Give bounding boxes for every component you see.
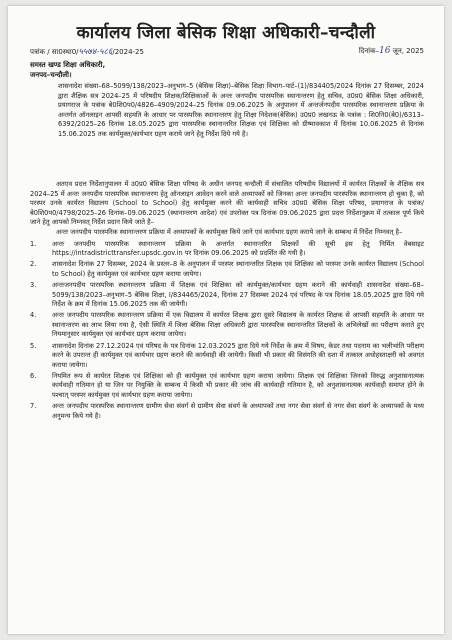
list-item — [30, 342, 424, 371]
item-number: 1. — [30, 239, 37, 248]
subject-paragraph: शासनादेश संख्या–68–5099/138/2023–अनुभाग–5 (बेसिक शिक्षा)–बेसिक शिक्षा विभाग–पार्ट–(1)/834405/2024 दिनांक 27 दिसम्बर, 2024 द्वारा शैक्षिक सत्र 2024–25 में परिषदीय शिक्षक/शिक्षिकाओं के अन्तः जनपदीय पारस्परिक स्थानान्तरण हेतु सचिव, उ0प्र0 बेसिक शिक्षा अधिकारी, प्रयागराज के पत्रांक बे0शि0प0/4826–4909/2024–25 दिनांक 09.06.2025 के अनुपालन में अन्तर्जनपदीय पारस्परिक स्थानान्तरण प्रक्रिया के अन्तर्गत ऑनलाइन आपसी सहमति के आधार पर पारस्परिक स्थानान्तरण हेतु शिक्षा निदेशक(बेसिक) उ0प्र0 लखनऊ के पत्रांक : शि0नि0(बे0)/6313–6392/2025–26 दिनांक 18.05.2025 द्वारा पारस्परिक स्थानान्तरित शिक्षक एवं शिक्षिका को ग्रीष्मावकाश में दिनांक 10.06.2025 से दिनांक 15.06.2025 तक कार्यमुक्त/कार्यभार ग्रहण कराये जाने हेतु निर्देश दिये गये है। — [58, 82, 424, 138]
list-item — [30, 372, 424, 401]
list-item — [30, 402, 424, 421]
letter-meta — [30, 46, 424, 58]
letter-body — [30, 180, 424, 423]
letter-page — [8, 6, 444, 634]
list-item — [30, 311, 424, 340]
list-item — [30, 281, 424, 310]
office-title: कार्यालय जिला बेसिक शिक्षा अधिकारी–चन्दौली — [76, 23, 376, 43]
item-text: अन्तः जनपदीय पारस्परिक स्थानान्तरण प्रक्रिया के अन्तर्गत स्थानान्तरित शिक्षकों की सूची इस हेतु निर्मित वेबसाइट https://intradistricttransfer.upsdc.gov.in पर दिनांक 09.06.2025 को प्रदर्शित की गयी है। — [52, 239, 424, 258]
instructions-list — [30, 240, 424, 422]
item-text: अन्तः जनपदीय पारस्परिक स्थानान्तरण प्रक्रिया में एक विद्यालय में कार्यरत शिक्षक द्वारा दूसरे विद्यालय के कार्यरत शिक्षक से आपसी सहमति के आधार पर स्थानान्तरण का लाभ लिया गया है, ऐसी स्थिति में जिला बेसिक शिक्षा अधिकारी द्वारा पारस्परिक स्थानान्तरित शिक्षकों के अभिलेखों का परीक्षण कराते हुए नियमानुसार कार्यमुक्त एवं कार्यभार ग्रहण कराया जायेगा। — [52, 311, 424, 339]
ref-prefix: पत्रांक / सा0स्था0/ — [30, 48, 79, 56]
item-number: 2. — [30, 260, 37, 269]
item-number: 7. — [30, 402, 37, 411]
item-number: 4. — [30, 311, 37, 320]
date-prefix: दिनांक– — [358, 47, 379, 55]
item-text: शासनादेश दिनांक 27.12.2024 एवं परिषद के पत्र दिनांक 12.03.2025 द्वारा दिये गये निर्देश के क्रम में विषय, केडर तथा पदनाम का भलीभांति परीक्षण करने के उपरान्त ही कार्यमुक्त एवं कार्यभार ग्रहण कराने की कार्यवाही की जायेगी। किसी भी प्रकार की विसंगति की दशा में तत्काल अधोहस्ताक्षरी को अवगत कराया जायेगा। — [52, 341, 424, 369]
item-number: 5. — [30, 341, 37, 350]
addressee-line-2: जनपद–चन्दौली। — [30, 71, 72, 79]
list-item — [30, 240, 424, 259]
item-text: नियमित रूप से कार्यरत शिक्षक एवं शिक्षिका को ही कार्यमुक्त एवं कार्यभार ग्रहण कराया जायेगा। शिक्षक एवं शिक्षिका जिनको विरुद्ध अनुशासनात्मक कार्यवाही गतिमान हो या जिन पर नियुक्ति के सम्बन्ध में किसी भी प्रकार की जांच की कार्यवाही गतिमान है, को अनुशासनात्मक कार्यवाही समाप्त होने के पश्चात् परस्पर कार्यमुक्त एवं कार्यभार ग्रहण कराया जायेगा। — [52, 371, 424, 399]
date-suffix: जून, 2025 — [392, 47, 424, 55]
ref-suffix: /2024-25 — [112, 48, 144, 56]
list-item — [30, 260, 424, 279]
addressee-line-1: समस्त खण्ड शिक्षा अधिकारी, — [30, 61, 106, 69]
addressee — [30, 60, 105, 80]
item-text: शासनादेश दिनांक 27 दिसम्बर, 2024 के प्रस्तर–8 के अनुपालन में परस्पर स्थानान्तरित शिक्षक एवं शिक्षिका को परस्पर उनके कार्यरत विद्यालय (School to School) हेतु कार्यमुक्त एवं कार्यभार ग्रहण कराया जायेगा। — [52, 260, 424, 278]
instructions-intro: अन्तः जनपदीय पारस्परिक स्थानान्तरण प्रक्रिया में अध्यापकों के कार्यमुक्त किये जाने एवं कार्यभार ग्रहण कराये जाने के सम्बन्ध में निर्देश निम्नवत् है– — [56, 227, 403, 236]
date-handwritten: 16 — [378, 46, 391, 56]
item-text: अन्तः जनपदीय पारस्परिक स्थानान्तरण ग्रामीण सेवा संवर्ग से ग्रामीण सेवा संवर्ग के अध्यापकों तथा नगर सेवा संवर्ग से नगर सेवा संवर्ग के अध्यापकों के मध्य अनुमन्य किये गये है। — [52, 402, 424, 420]
intro-paragraph: अतएव प्रदत्त निर्देशानुपालन में उ0प्र0 बेसिक शिक्षा परिषद के अधीन जनपद चन्दौली में संचालित परिषदीय विद्यालयों में कार्यरत शिक्षकों के शैक्षिक सत्र 2024–25 में अन्तः जनपदीय पारस्परिक स्थानान्तरण हेतु ऑनलाइन आवेदन करने वाले अध्यापकों को जिनका अन्तः जनपदीय पारस्परिक स्थानान्तरण हो चुका है, को परस्पर उनके कार्यरत विद्यालय (School to School) हेतु कार्यमुक्त करने की कार्यवाही सचिव उ0प्र0 बेसिक शिक्षा परिषद, प्रयागराज के पत्रांक/बे0शि0प0/4798/2025–26 दिनांक–09.06.2025 (स्थानान्तरण आदेश) एवं उपरोक्त पत्र दिनांक 09.06.2025 द्वारा प्रदत्त निर्देशानुक्रम में तत्काल पूर्ण किये जाने हेतु आपको निम्नवत् निर्देश प्रदान किये जाते है– — [30, 180, 424, 227]
ref-handwritten: ५५७४-५८६ — [78, 47, 113, 57]
item-number: 6. — [30, 371, 37, 380]
letter-date — [359, 46, 424, 56]
item-text: अन्तःजनपदीय पारस्परिक स्थानान्तरण प्रक्रिया में शिक्षक एवं शिक्षिका को कार्यमुक्त/कार्यभार ग्रहण कराने की कार्यवाही शासनादेश संख्या–68–5099/138/2023–अनुभाग–5 बेसिक शिक्षा, I/834465/2024, दिनांक 27 दिसम्बर 2024 एवं परिषद के पत्र दिनांक 18.05.2025 द्वारा दिये गये निर्देश के क्रम में दिनांक 15.06.2025 तक की जायेगी। — [52, 280, 424, 309]
item-number: 3. — [30, 280, 37, 289]
reference-number — [30, 46, 144, 57]
